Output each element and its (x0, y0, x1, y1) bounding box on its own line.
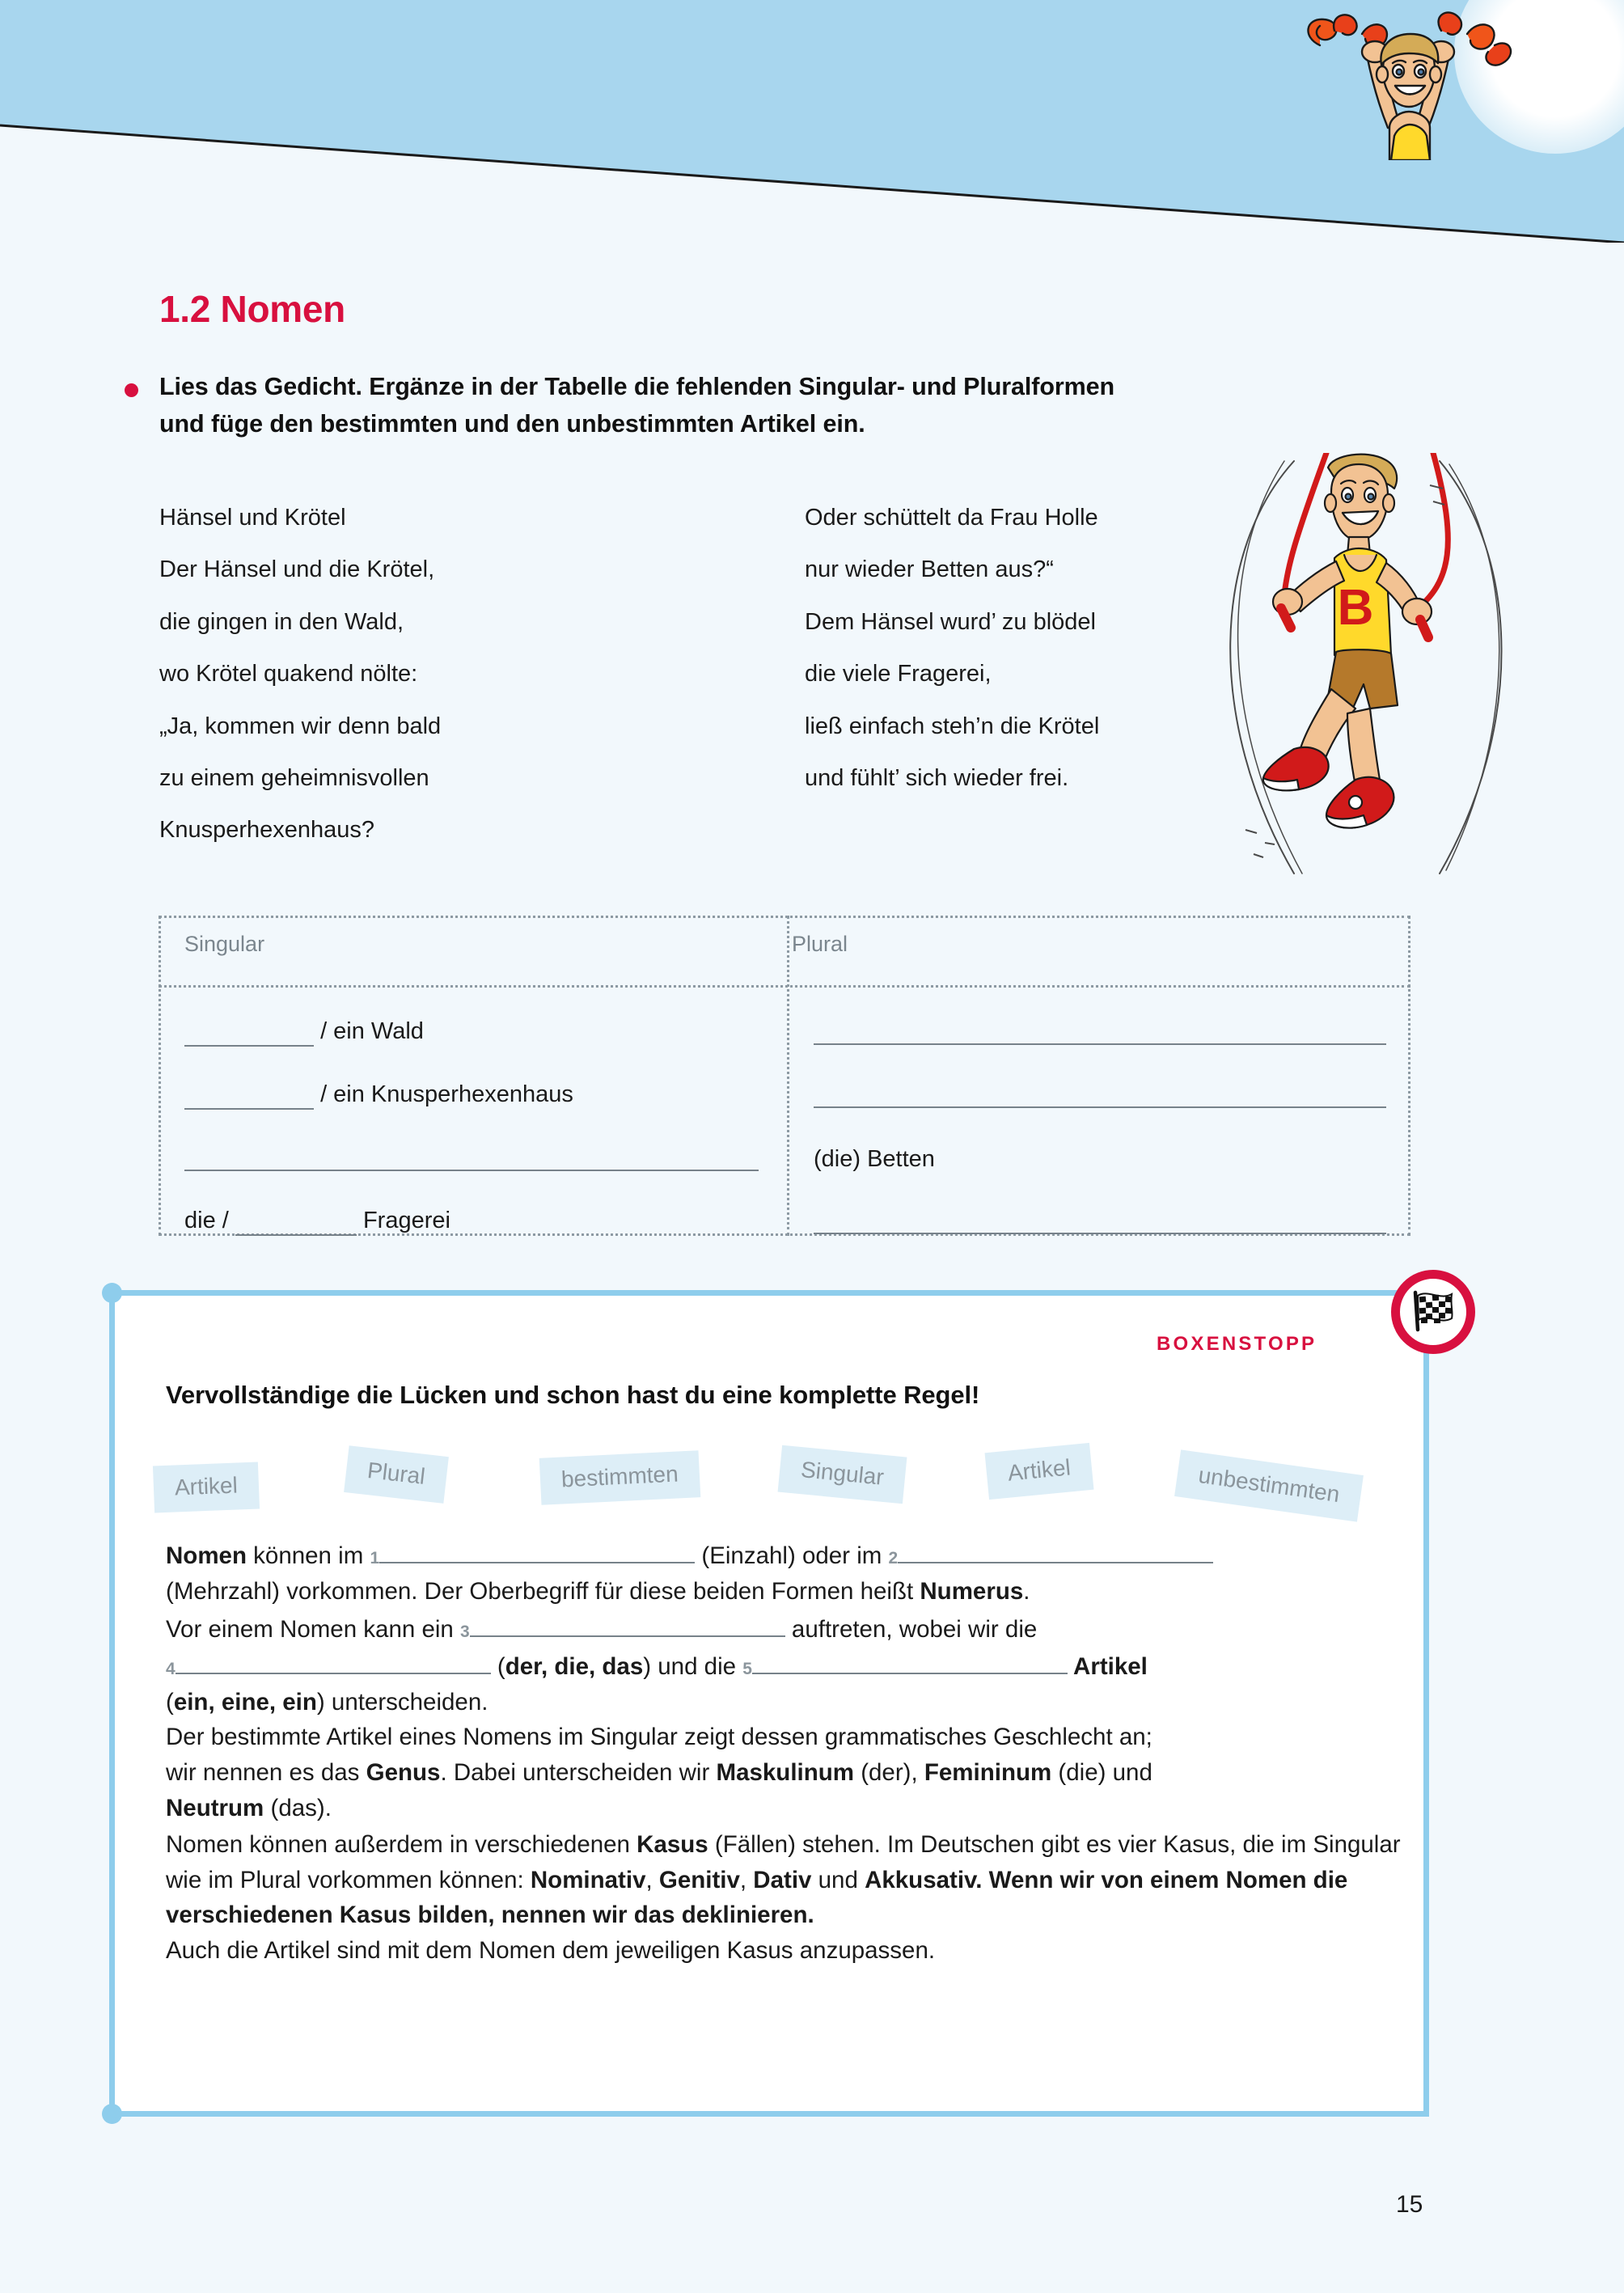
singular-column (159, 985, 781, 1236)
task-instruction (159, 368, 1292, 443)
checkered-flag-icon (1408, 1288, 1458, 1336)
rule-text-run: (die) und (1051, 1758, 1152, 1786)
rule-paragraph-3 (166, 1827, 1403, 1969)
term-maskulinum: Maskulinum (716, 1758, 854, 1786)
table-row[interactable] (184, 1123, 759, 1179)
gap-number: 3 (460, 1622, 470, 1642)
boxenstopp-title: Vervollständige die Lücken und schon hast du eine komplette Regel! (166, 1381, 980, 1409)
task-line-1: Lies das Gedicht. Ergänze in der Tabelle die fehlenden Singular- und Pluralformen (159, 373, 1115, 400)
answer-blank[interactable] (184, 1170, 759, 1171)
table-row (814, 1123, 1393, 1179)
answer-blank[interactable] (814, 1043, 1386, 1045)
bullet-icon (125, 383, 138, 397)
row-label: / ein Knusperhexenhaus (320, 1081, 573, 1107)
term-genitiv: Genitiv (658, 1866, 740, 1893)
poem-line: nur wieder Betten aus?“ (805, 556, 1054, 583)
term-nomen: Nomen (166, 1542, 247, 1569)
word-chip[interactable]: Artikel (985, 1443, 1094, 1500)
poem-line: Dem Hänsel wurd’ zu blödel (805, 608, 1096, 635)
term-genus: Genus (366, 1758, 441, 1786)
table-row[interactable] (814, 1186, 1386, 1242)
rule-text-run: und (811, 1866, 865, 1893)
table-row[interactable] (814, 1060, 1386, 1116)
term-der-die-das: der, die, das (505, 1652, 644, 1680)
poem-line: die viele Fragerei, (805, 661, 992, 687)
corner-dot-icon (102, 1283, 122, 1303)
poem-line: Oder schüttelt da Frau Holle (805, 505, 1098, 531)
gap-blank-3[interactable] (470, 1610, 785, 1637)
poem-column-left (159, 492, 661, 857)
word-chip[interactable]: Singular (778, 1445, 907, 1504)
rule-text-run: ) unterscheiden. (316, 1688, 488, 1716)
gap-number: 1 (370, 1548, 380, 1567)
rule-text-run: Auch die Artikel sind mit dem Nomen dem jeweiligen Kasus anzupassen. (166, 1937, 936, 1965)
table-row[interactable] (184, 1186, 763, 1242)
term-ein-eine-ein: ein, eine, ein (173, 1688, 317, 1716)
poem-line: ließ einfach steh’n die Krötel (805, 713, 1100, 739)
svg-text:B: B (1337, 580, 1374, 636)
rule-text (166, 1537, 1403, 1970)
poem-line: die gingen in den Wald, (159, 608, 404, 635)
rule-text-run: Vor einem Nomen kann ein (166, 1616, 461, 1644)
term-dativ: Dativ (753, 1866, 812, 1893)
column-header-singular: Singular (184, 932, 265, 956)
table-row[interactable] (184, 996, 763, 1053)
rule-text-run: auftreten, wobei wir die (785, 1616, 1038, 1644)
rule-text-run: (das). (264, 1794, 332, 1821)
answer-blank[interactable] (184, 1018, 314, 1047)
poem-line: zu einem geheimnisvollen (159, 764, 429, 791)
rule-text-run: (der), (854, 1758, 924, 1786)
column-header-plural: Plural (792, 932, 848, 956)
rule-text-run: , (645, 1866, 659, 1893)
page-title: 1.2 Nomen (159, 288, 345, 330)
gap-number: 5 (742, 1659, 752, 1678)
table-row[interactable] (814, 996, 1386, 1053)
term-nominativ: Nominativ (530, 1866, 646, 1893)
term-kasus: Kasus (636, 1831, 708, 1859)
gap-blank-2[interactable] (898, 1537, 1213, 1563)
term-neutrum: Neutrum (166, 1794, 264, 1821)
rule-text-run: können im (246, 1542, 370, 1569)
page-number: 15 (1396, 2191, 1423, 2218)
rule-text-run: ) und die (643, 1652, 743, 1680)
gap-blank-5[interactable] (752, 1648, 1068, 1674)
gap-number: 4 (166, 1659, 176, 1678)
poem-line: und fühlt’ sich wieder frei. (805, 764, 1069, 791)
row-label: / ein Wald (320, 1018, 424, 1044)
rule-text-run: . Dabei unterscheiden wir (440, 1758, 717, 1786)
rule-text-run: Nomen können außerdem in verschiedenen (166, 1831, 637, 1859)
rule-text-run: wir nennen es das (166, 1758, 366, 1786)
row-label: (die) Betten (814, 1146, 935, 1172)
row-suffix: Fragerei (362, 1208, 450, 1233)
answer-blank[interactable] (814, 1106, 1386, 1108)
poem-line: wo Krötel quakend nölte: (159, 661, 418, 687)
rule-text-run: ( (490, 1652, 505, 1680)
word-chip[interactable]: Plural (344, 1445, 448, 1504)
poem-line: Der Hänsel und die Krötel, (159, 556, 435, 583)
answer-blank[interactable] (814, 1233, 1386, 1234)
rule-text-run: ( (166, 1688, 174, 1716)
poem-column-right (805, 492, 1258, 804)
rule-text-run: , (739, 1866, 754, 1893)
row-prefix: die / (184, 1208, 229, 1233)
corner-dot-icon (102, 2104, 122, 2124)
answer-blank[interactable] (184, 1081, 314, 1110)
rule-paragraph-1 (166, 1537, 1403, 1609)
gap-blank-4[interactable] (176, 1648, 491, 1674)
rule-paragraph-2 (166, 1610, 1403, 1826)
rule-text-run: (Mehrzahl) vorkommen. Der Oberbegriff für diese beiden Formen heißt (166, 1577, 920, 1605)
table-row[interactable] (184, 1060, 763, 1116)
plural-column (788, 985, 1410, 1236)
word-bank (154, 1440, 1448, 1529)
rule-text-run: Der bestimmte Artikel eines Nomens im Singular zeigt dessen grammatisches Geschlecht an; (166, 1724, 1152, 1751)
poem-line: „Ja, kommen wir denn bald (159, 713, 442, 739)
term-artikel: Artikel (1067, 1652, 1148, 1680)
word-chip[interactable]: unbestimmten (1174, 1449, 1364, 1521)
boxenstopp-badge (1391, 1270, 1475, 1354)
boxenstopp-label: BOXENSTOPP (1157, 1333, 1317, 1355)
poem-line: Knusperhexenhaus? (159, 817, 375, 844)
gap-blank-1[interactable] (379, 1537, 695, 1563)
term-femininum: Femininum (924, 1758, 1052, 1786)
singular-plural-table (159, 916, 1410, 1236)
word-chip[interactable]: Artikel (153, 1462, 260, 1513)
rule-text-run: (Einzahl) oder im (695, 1542, 889, 1569)
boy-skipping-rope-icon (1197, 453, 1537, 890)
term-numerus: Numerus (920, 1577, 1024, 1605)
task-line-2: und füge den bestimmten und den unbestimmten Artikel ein. (159, 410, 865, 438)
term-akkusativ-deklinieren: Akkusativ. Wenn wir von einem Nomen die verschiedenen Kasus bilden, nennen wir das deklinieren. (166, 1866, 1348, 1929)
rule-text-run: . (1023, 1577, 1030, 1605)
rule-text-run: (Fällen) stehen. Im Deutschen gibt es vier Kasus, die im Singular wie im Plural vorkommen können: (166, 1831, 1401, 1893)
gap-number: 2 (888, 1548, 899, 1567)
poem-line: Hänsel und Krötel (159, 505, 346, 531)
word-chip[interactable]: bestimmten (539, 1450, 700, 1505)
answer-blank[interactable] (235, 1208, 357, 1236)
